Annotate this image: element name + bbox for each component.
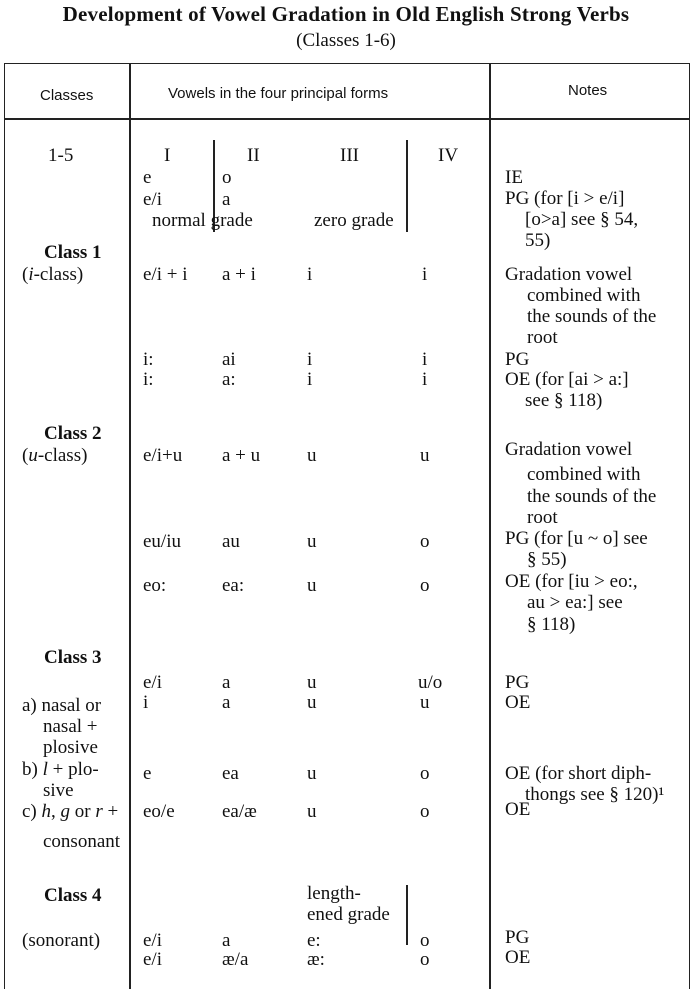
class-2-sub: (u-class) (22, 445, 88, 466)
class-1-note1-l3: the sounds of the (527, 306, 657, 327)
zero-grade-label: zero grade (314, 210, 394, 231)
class-1-note3-l1: OE (for [ai > a:] (505, 369, 629, 390)
lengthened-grade-l2: ened grade (307, 904, 390, 925)
note-ie: IE (505, 167, 523, 188)
roman-1: I (164, 145, 171, 166)
class-2-r1-c2: a + u (222, 445, 261, 466)
class-1-r1-c4: i (422, 264, 428, 285)
class-1-r3-c2: a: (222, 369, 236, 390)
class-4-r1-c4: o (420, 930, 430, 951)
note-pg-line2: [o>a] see § 54, (525, 209, 639, 230)
class-3-note3-l2: thongs see § 120)¹ (525, 784, 665, 805)
col-3-4-divider (406, 140, 408, 232)
class-3-note4: OE (505, 799, 531, 820)
class-4-note2: OE (505, 947, 531, 968)
class-4-sub: (sonorant) (22, 930, 101, 951)
class-2-r1-c1: e/i+u (143, 445, 183, 466)
class-3-a-l1: a) nasal or (22, 695, 102, 716)
lengthened-grade-l1: length- (307, 883, 361, 904)
class-2-note3-l3: § 118) (527, 614, 576, 635)
class-4-r1-c3: e: (307, 930, 321, 951)
class-2-r2-c1: eu/iu (143, 531, 181, 552)
class-1-r1-c1: e/i + i (143, 264, 188, 285)
class-3-r4-c4: o (420, 801, 430, 822)
class-1-name: Class 1 (44, 242, 102, 263)
class-3-note2: OE (505, 692, 531, 713)
class-2-note3-l1: OE (for [iu > eo:, (505, 571, 638, 592)
class-3-r3-c1: e (143, 763, 152, 784)
class-4-r2-c3: æ: (307, 949, 325, 970)
class-2-note1-l4: root (527, 507, 558, 528)
class-4-name: Class 4 (44, 885, 102, 906)
class-2-note1-l2: combined with (527, 464, 641, 485)
class-2-r1-c3: u (307, 445, 317, 466)
class-3-a-l2: nasal + (43, 716, 98, 737)
class-2-r3-c2: ea: (222, 575, 245, 596)
class-4-r1-c2: a (222, 930, 231, 951)
class-2-r3-c4: o (420, 575, 430, 596)
class-3-b-l2: sive (43, 780, 74, 801)
class-1-r2-c1: i: (143, 349, 154, 370)
class-3-b-l1: b) l + plo- (22, 759, 99, 780)
class-3-c-l1: c) h, g or r + (22, 801, 119, 822)
class-3-a-l3: plosive (43, 737, 98, 758)
class-3-r3-c4: o (420, 763, 430, 784)
header-notes: Notes (568, 82, 608, 99)
normal-grade-label: normal grade (152, 210, 253, 231)
class-1-note1-l2: combined with (527, 285, 641, 306)
class-2-note1-l3: the sounds of the (527, 486, 657, 507)
class-3-r3-c3: u (307, 763, 317, 784)
class-2-note2-l1: PG (for [u ~ o] see (505, 528, 648, 549)
class-3-r1-c2: a (222, 672, 231, 693)
class-1-sub: (i-class) (22, 264, 84, 285)
class-3-r2-c2: a (222, 692, 231, 713)
ie-vowel-1: e (143, 167, 152, 188)
class-1-r3-c3: i (307, 369, 313, 390)
class-3-r3-c2: ea (222, 763, 239, 784)
class-2-r1-c4: u (420, 445, 430, 466)
class-1-note2: PG (505, 349, 530, 370)
class-3-r4-c1: eo/e (143, 801, 175, 822)
class-1-r2-c3: i (307, 349, 313, 370)
class-3-r4-c3: u (307, 801, 317, 822)
header-divider (4, 118, 690, 120)
class-3-c-l2: consonant (43, 831, 121, 852)
class-3-r2-c3: u (307, 692, 317, 713)
class-3-r4-c2: ea/æ (222, 801, 257, 822)
class-2-r2-c2: au (222, 531, 240, 552)
class-1-note1-l4: root (527, 327, 558, 348)
class-1-note1-l1: Gradation vowel (505, 264, 633, 285)
class-2-r2-c4: o (420, 531, 430, 552)
class-3-r1-c3: u (307, 672, 317, 693)
note-pg-line1: PG (for [i > e/i] (505, 188, 625, 209)
class-3-name: Class 3 (44, 647, 102, 668)
class-2-r3-c1: eo: (143, 575, 167, 596)
class-2-note2-l2: § 55) (527, 549, 567, 570)
pg-vowel-2: a (222, 189, 231, 210)
class-3-r2-c1: i (143, 692, 149, 713)
class-3-r1-c4: u/o (418, 672, 443, 693)
class-3-r1-c1: e/i (143, 672, 162, 693)
col-3-4-divider-lower (406, 885, 408, 945)
class-1-r3-c1: i: (143, 369, 154, 390)
class-1-r1-c3: i (307, 264, 313, 285)
table-subtitle: (Classes 1-6) (296, 30, 396, 51)
class-4-r2-c1: e/i (143, 949, 162, 970)
class-1-r3-c4: i (422, 369, 428, 390)
classes-column-divider (129, 63, 131, 989)
class-2-name: Class 2 (44, 423, 102, 444)
class-3-note3-l1: OE (for short diph- (505, 763, 652, 784)
class-1-r1-c2: a + i (222, 264, 256, 285)
class-4-note1: PG (505, 927, 530, 948)
class-1-note3-l2: see § 118) (525, 390, 603, 411)
class-1-r2-c2: ai (222, 349, 236, 370)
class-3-r2-c4: u (420, 692, 430, 713)
roman-4: IV (438, 145, 459, 166)
class-range: 1-5 (48, 145, 74, 166)
notes-column-divider (489, 63, 491, 989)
class-4-r1-c1: e/i (143, 930, 162, 951)
class-2-r2-c3: u (307, 531, 317, 552)
pg-vowel-1: e/i (143, 189, 162, 210)
class-3-note1: PG (505, 672, 530, 693)
class-2-r3-c3: u (307, 575, 317, 596)
roman-3: III (340, 145, 359, 166)
table-title: Development of Vowel Gradation in Old English Strong Verbs (62, 2, 630, 26)
roman-2: II (247, 145, 260, 166)
class-1-r2-c4: i (422, 349, 428, 370)
header-classes: Classes (40, 87, 94, 104)
header-vowels: Vowels in the four principal forms (168, 85, 389, 102)
class-4-r2-c2: æ/a (222, 949, 249, 970)
ie-vowel-2: o (222, 167, 232, 188)
class-2-note3-l2: au > ea:] see (527, 592, 623, 613)
class-2-note1-l1: Gradation vowel (505, 439, 633, 460)
class-4-r2-c4: o (420, 949, 430, 970)
note-pg-line3: 55) (525, 230, 551, 251)
